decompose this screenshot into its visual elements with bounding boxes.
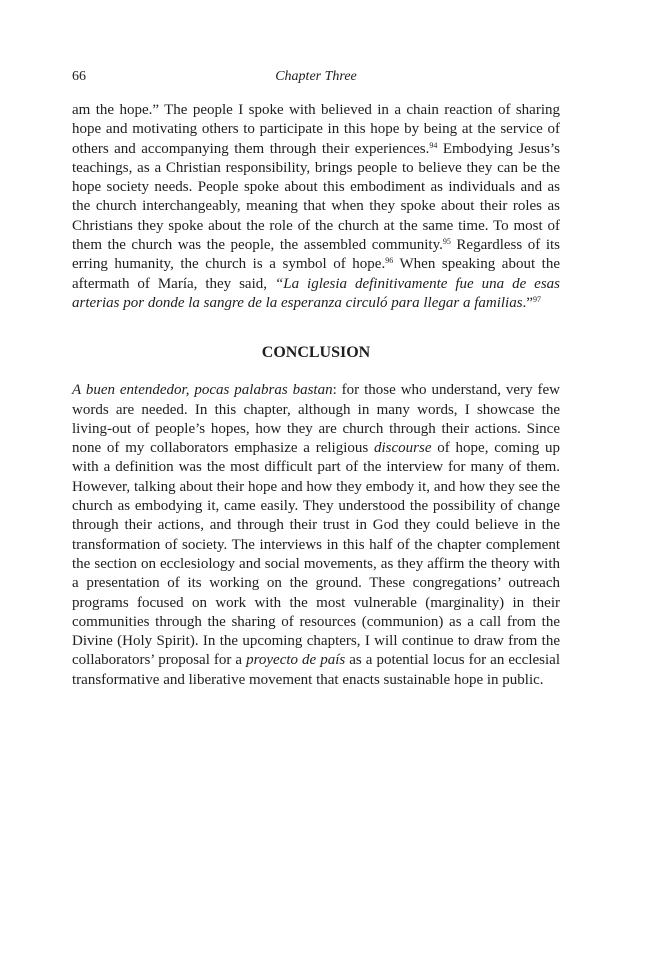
spanish-quote: “La iglesia definitivamente fue una de esas arterias por donde la sangre de la esperanza circuló para llegar a familias	[72, 275, 561, 311]
running-title: Chapter Three	[275, 69, 357, 84]
footnote-ref-94: 94	[429, 140, 438, 150]
footnote-ref-95: 95	[442, 237, 451, 247]
text-span: When speaking about the aftermath of María, they said,	[72, 256, 561, 292]
emphasis-proyecto: proyecto de país	[246, 652, 346, 669]
book-page	[72, 66, 560, 690]
text-span: Regardless of its erring humanity, the church is a symbol of hope.	[72, 237, 560, 273]
section-heading: CONCLUSION	[261, 344, 371, 362]
text-span: as a potential locus for an ecclesial transformative and liberative movement that enacts sustainable hope in public.	[72, 652, 560, 688]
emphasis-discourse: discourse	[374, 440, 432, 457]
running-header	[72, 66, 560, 88]
page-number: 66	[72, 69, 86, 84]
text-span: Embodying Jesus’s teachings, as a Christian responsibility, brings people to believe they can be the hope society needs. People spoke about this embodiment as individuals and as the church interchangeably, meaning that when they spoke about their roles as Christians they spoke about the role of the church at the same time. To most of them the church was the people, the assembled community.	[72, 140, 560, 254]
footnote-ref-96: 96	[385, 256, 394, 266]
proverb: A buen entendedor, pocas palabras bastan	[72, 382, 333, 399]
text-span: of hope, coming up with a definition was the most difficult part of the interview for many of them. However, talking about their hope and how they embody it, and how they see the church as embodying it, came easily. They understood the possibility of change through their actions, and through their trust in God they could believe in the transformation of society. The interviews in this half of the chapter complement the section on ecclesiology and social movements, as they affirm the theory with a presentation of its working on the ground. These congregations’ outreach programs focused on work with the most vulnerable (marginality) in their communities through the sharing of resources (communion) as a call from the Divine (Holy Spirit). In the upcoming chapters, I will continue to draw from the collaborators’ proposal for a	[72, 440, 560, 669]
text-span: : for those who understand, very few words are needed. In this chapter, although in many words, I showcase the living-out of people’s hopes, how they are church through their actions. Since none of my collaborators emphasize a religious	[72, 382, 560, 457]
conclusion-paragraph	[72, 381, 560, 690]
text-span: am the hope.” The people I spoke with believed in a chain reaction of sharing hope and motivating others to participate in this hope by being at the service of others and accompanying them through their experiences.	[72, 102, 560, 157]
footnote-ref-97: 97	[532, 294, 541, 304]
text-span: .”	[522, 294, 533, 311]
paragraph-body	[72, 101, 560, 313]
